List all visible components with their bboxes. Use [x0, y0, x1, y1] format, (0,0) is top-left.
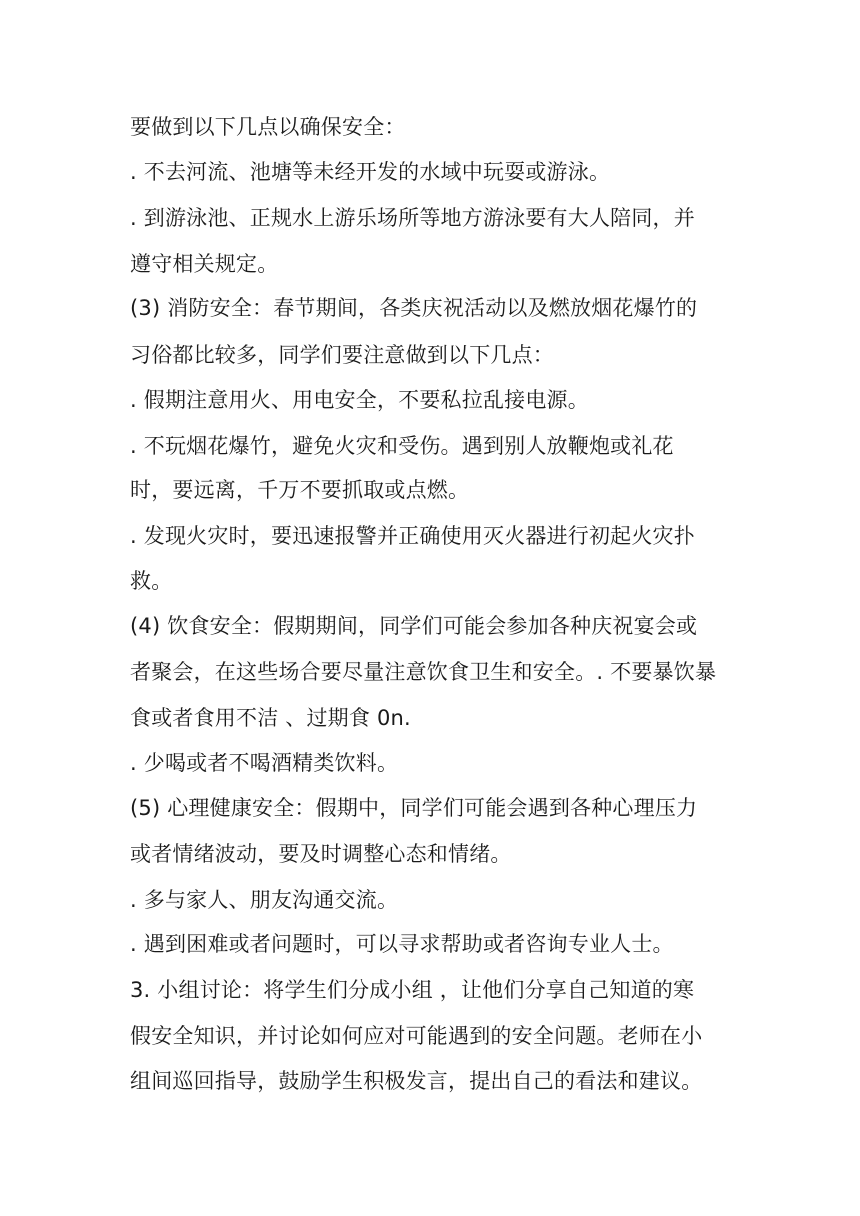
- text-line: (4) 饮食安全：假期期间，同学们可能会参加各种庆祝宴会或: [130, 614, 698, 638]
- text-line: 组间巡回指导，鼓励学生积极发言，提出自己的看法和建议。: [130, 1069, 703, 1093]
- text-line: (3) 消防安全：春节期间，各类庆祝活动以及燃放烟花爆竹的: [130, 296, 698, 320]
- text-line: . 到游泳池、正规水上游乐场所等地方游泳要有大人陪同，并: [130, 206, 695, 230]
- text-line: . 不玩烟花爆竹，避免火灾和受伤。遇到别人放鞭炮或礼花: [130, 434, 674, 458]
- text-line: . 不去河流、池塘等未经开发的水域中玩耍或游泳。: [130, 160, 611, 184]
- text-line: 食或者食用不洁 、过期食 0n.: [130, 706, 411, 730]
- text-line: 遵守相关规定。: [130, 252, 279, 276]
- text-line: 时，要远离，千万不要抓取或点燃。: [130, 478, 470, 502]
- text-line: 救。: [130, 569, 173, 593]
- text-line: . 遇到困难或者问题时，可以寻求帮助或者咨询专业人士。: [130, 932, 674, 956]
- text-line: 者聚会，在这些场合要尽量注意饮食卫生和安全。. 不要暴饮暴: [130, 660, 717, 684]
- text-line: 假安全知识，并讨论如何应对可能遇到的安全问题。老师在小: [130, 1024, 703, 1048]
- text-line: . 少喝或者不喝酒精类饮料。: [130, 751, 399, 775]
- text-line: . 假期注意用火、用电安全，不要私拉乱接电源。: [130, 388, 589, 412]
- text-line: . 发现火灾时，要迅速报警并正确使用灭火器进行初起火灾扑: [130, 524, 695, 548]
- text-line: 或者情绪波动，要及时调整心态和情绪。: [130, 842, 512, 866]
- text-line: . 多与家人、朋友沟通交流。: [130, 888, 399, 912]
- text-line: 习俗都比较多，同学们要注意做到以下几点：: [130, 343, 554, 367]
- text-line: 要做到以下几点以确保安全：: [130, 115, 406, 139]
- text-line: 3. 小组讨论：将学生们分成小组 ，让他们分享自己知道的寒: [130, 978, 695, 1002]
- text-line: (5) 心理健康安全：假期中，同学们可能会遇到各种心理压力: [130, 796, 698, 820]
